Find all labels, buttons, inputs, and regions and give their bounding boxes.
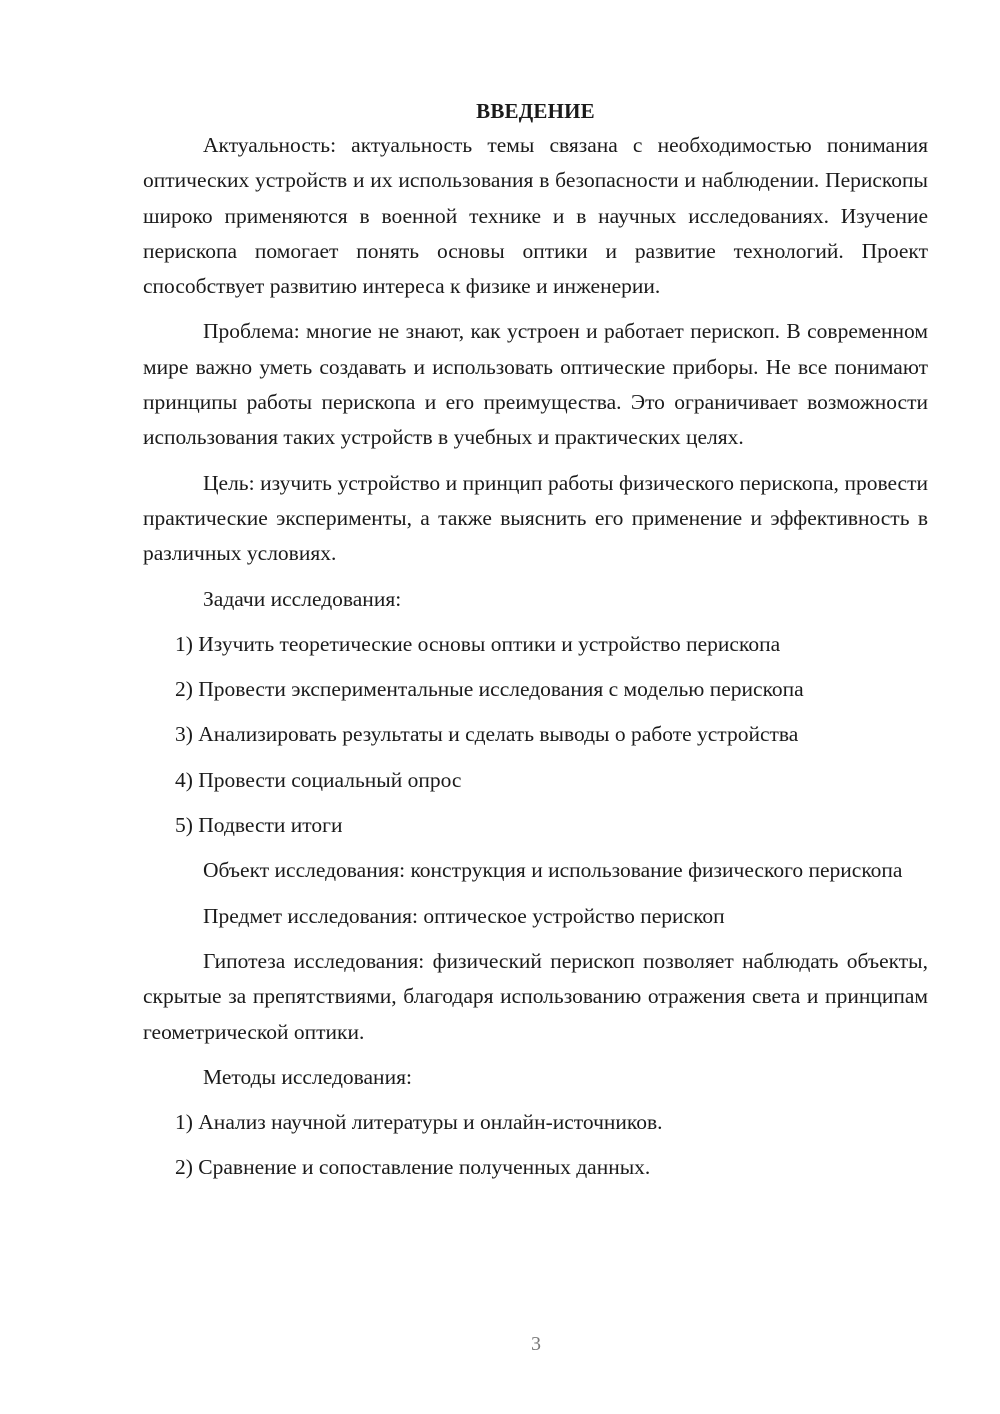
task-item-3: 3) Анализировать результаты и сделать выводы о работе устройства (175, 722, 799, 747)
method-item-2: 2) Сравнение и сопоставление полученных данных. (175, 1155, 651, 1180)
paragraph-problem: Проблема: многие не знают, как устроен и работает перископ. В современном мире важно уметь создавать и использовать оптические приборы. Не все понимают принципы работы перископа и его преимущества. Это ограничивает возможности использования таких устройств в учебных и практических целях. (143, 319, 928, 450)
task-item-2: 2) Провести экспериментальные исследования с моделью перископа (175, 677, 804, 702)
task-item-5: 5) Подвести итоги (175, 813, 343, 838)
section-title: ВВЕДЕНИЕ (476, 99, 595, 123)
paragraph-goal: Цель: изучить устройство и принцип работы физического перископа, провести практические эксперименты, а также выяснить его применение и эффективность в различных условиях. (143, 470, 928, 566)
document-page (143, 95, 928, 1196)
methods-heading: Методы исследования: (203, 1064, 412, 1089)
method-item-1: 1) Анализ научной литературы и онлайн-источников. (175, 1110, 663, 1135)
paragraph-relevance: Актуальность: актуальность темы связана с необходимостью понимания оптических устройств и их использования в безопасности и наблюдении. Перископы широко применяются в военной технике и в научных исследованиях. Изучение перископа помогает понять основы оптики и развитие технологий. Проект способствует развитию интереса к физике и инженерии. (143, 133, 928, 299)
tasks-heading: Задачи исследования: (203, 586, 402, 611)
page-number: 3 (531, 1333, 541, 1355)
task-item-4: 4) Провести социальный опрос (175, 767, 462, 792)
paragraph-object: Объект исследования: конструкция и использование физического перископа (203, 858, 903, 883)
task-item-1: 1) Изучить теоретические основы оптики и устройство перископа (175, 631, 781, 656)
paragraph-subject: Предмет исследования: оптическое устройство перископ (203, 903, 725, 928)
paragraph-hypothesis: Гипотеза исследования: физический перископ позволяет наблюдать объекты, скрытые за препятствиями, благодаря использованию отражения света и принципам геометрической оптики. (143, 948, 928, 1044)
